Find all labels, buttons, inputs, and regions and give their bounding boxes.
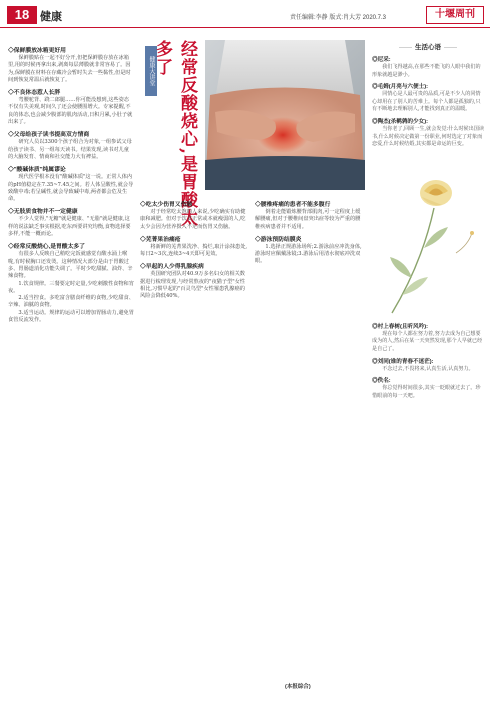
article-title: ◇吃太少伤胃又伤脑 — [140, 202, 193, 208]
column-tag: 健康大讲堂 — [145, 46, 157, 96]
article-text: 弯腰驼背、跷二郎腿……你可能没想到,这些姿态不仅有失美观,时间久了还会使腰围增大。专家提醒,不良的体态,也会减少腹部的肌肉活动,日积月累,小肚子就出来了。 — [8, 97, 133, 126]
section-name: 健康 — [40, 11, 62, 23]
article-text: 现代医学根本没有"酸碱体质"这一说。正常人体内的pH值稳定在7.35~7.45之间。若人体呈酸性,就会导致酸中毒;若呈碱性,就会导致碱中毒,两者都会危及生命。 — [8, 174, 134, 203]
quote-author: ◎村上春树(且听风吟): — [372, 323, 428, 330]
page-header — [0, 0, 490, 28]
column-2 — [140, 196, 250, 666]
article-text: 有很多人反映自己稍吃完饭就感觉有酸水涌上喉咙,有时候胸口还发烫。这种情况大部分是由于胃酸过多、胃肠道消化功能失调了。平时少吃甜腻、油炸、辛辣食物。 — [8, 251, 133, 280]
quote-author: ◎尼采: — [372, 57, 391, 63]
rose-illustration — [372, 153, 484, 318]
source-note: (本报综合) — [285, 684, 311, 690]
column-1 — [8, 42, 134, 692]
quote-text: 不念过去,不畏将来,认真生活,认真努力。 — [382, 365, 474, 372]
article-text: 保鲜膜贴在一起不好分开,但把保鲜膜存放在冰箱里,用的时候再拿出来,剥离每层薄膜就非常容易了。因为,保鲜膜在材料在存藏冷会暂时失去一些黏性,但是时间到恢复常温后就恢复了。 — [8, 55, 131, 83]
stomach-pain-photo — [205, 40, 365, 190]
brand-logo: 十堰周刊 — [426, 6, 484, 24]
quote-text: 当你老了,回顾一生,就会发觉:什么时候出国读书,什么时候决定做第一份职业,何时选定了对象而恋爱,什么时候结婚,其实都是命运的巨变。 — [372, 125, 484, 148]
article-text: 英国研究团队对40.9万多名妇女的相关数据进行梳理发现,与经常熬夜的"夜猫子型"女性相比,习惯早起的"百灵鸟型"女性罹患乳腺癌的风险会降低40%。 — [140, 271, 245, 300]
article-text: 倒着走能锻炼腰背部肌肉,可一定程度上缓解腰痛,但对于腰椎间盘突出症等较为严重的腰椎疾病患者并不适用。 — [255, 209, 361, 230]
editor-info: 责任编辑:李静 版式:肖大芳 2020.7.3 — [290, 15, 387, 21]
column-3 — [255, 196, 365, 666]
article-title: ◇经常反酸烧心,是胃酸太多了 — [8, 244, 85, 251]
quote-text: 你总觉得时间很多,其实一眨眼就过去了。珍惜眼前的每一天吧。 — [372, 385, 481, 399]
article-title: ◇游泳预防结膜炎 — [255, 236, 302, 243]
quote-author: ◎陶杰(杀鹌鹑的少女): — [372, 118, 428, 125]
article-text: 2.适当控食。多吃富含膳食纤维的食物,少吃甜食、辛辣、油腻的食物。 — [8, 295, 134, 309]
article-title: ◇保鲜膜放冰箱更好用 — [8, 48, 66, 54]
quote-author: ◎刘同(谁的青春不迷茫): — [372, 358, 434, 365]
article-title: ◇芜菁果治痛疮 — [140, 236, 181, 243]
quote-text: 现在每个人都在努力着,努力去成为自己想要成为的人,然后在某一天突然发现,那个人早就已经是自己了。 — [372, 330, 483, 352]
quote-text: 我们飞得越高,在那些不能飞的人眼中我们的形象就越是渺小。 — [372, 64, 481, 78]
quote-author: ◎佚名: — [372, 378, 391, 385]
article-title: ◇无肢质食物并不一定健康 — [8, 209, 78, 216]
article-text: 将新鲜的芜菁果洗净、捣烂,取汁涂抹患处,每日2~3次,连续3~4天即可见效。 — [140, 243, 248, 258]
feature-title: 经常反酸烧心,是胃酸太多了 — [152, 40, 197, 227]
life-quotes-column — [372, 36, 484, 696]
quote-text: 同情心是人最可贵的品质,可是不少人的同情心却用在了别人的苦难上。每个人都是孤独的,只有不断地去理解别人,才能找到真正的温暖。 — [372, 91, 481, 113]
article-text: 不少人觉得,"无糖"就是健康、"无脂"就是健康,这样的说法缺乏事实根据,吃东西要讲究均衡,食物选择要多样,不能一概而论。 — [8, 216, 131, 238]
article-title: ◇"酸碱体质"纯属谬论 — [8, 167, 66, 174]
column-heading: —— 生活心语 —— — [372, 42, 484, 51]
article-text: 1.选择正规游泳场所;2.游泳前应冲洗身体,游泳时应佩戴泳镜;3.游泳后用清水彻底冲洗双眼。 — [255, 243, 362, 265]
article-title: ◇早起的人少得乳腺疾病 — [140, 264, 204, 271]
article-title: ◇不良体态惹人长胖 — [8, 90, 61, 97]
quote-author: ◎毛姆(月亮与六便士): — [372, 84, 428, 91]
article-text: 对于经常吃太饱的人来说,少吃确实有助健康和减肥。但对于饮食正常或本就瘦弱的人,吃太少会因为营养摄入不足而伤胃又伤脑。 — [140, 209, 246, 230]
page-number: 18 — [7, 6, 37, 24]
article-text: 研究人员以3300个孩子组合为对象,一组参试父母给孩子读书、另一组每天读书。结果发现,读书对儿童的大脑发育、情商和社交能力大有裨益。 — [8, 139, 132, 160]
article-title: ◇父母给孩子读书提高双方情商 — [8, 132, 90, 139]
article-text: 3.适当运动。规律的运动可以增加胃肠动力,避免胃食管反流发作。 — [8, 309, 134, 324]
article-text: 1.饮食规律。三餐要定时定量,少吃刺激性食物和宵夜。 — [8, 280, 134, 294]
article-title: ◇腰椎疼痛的患者不能多腹行 — [255, 202, 331, 208]
